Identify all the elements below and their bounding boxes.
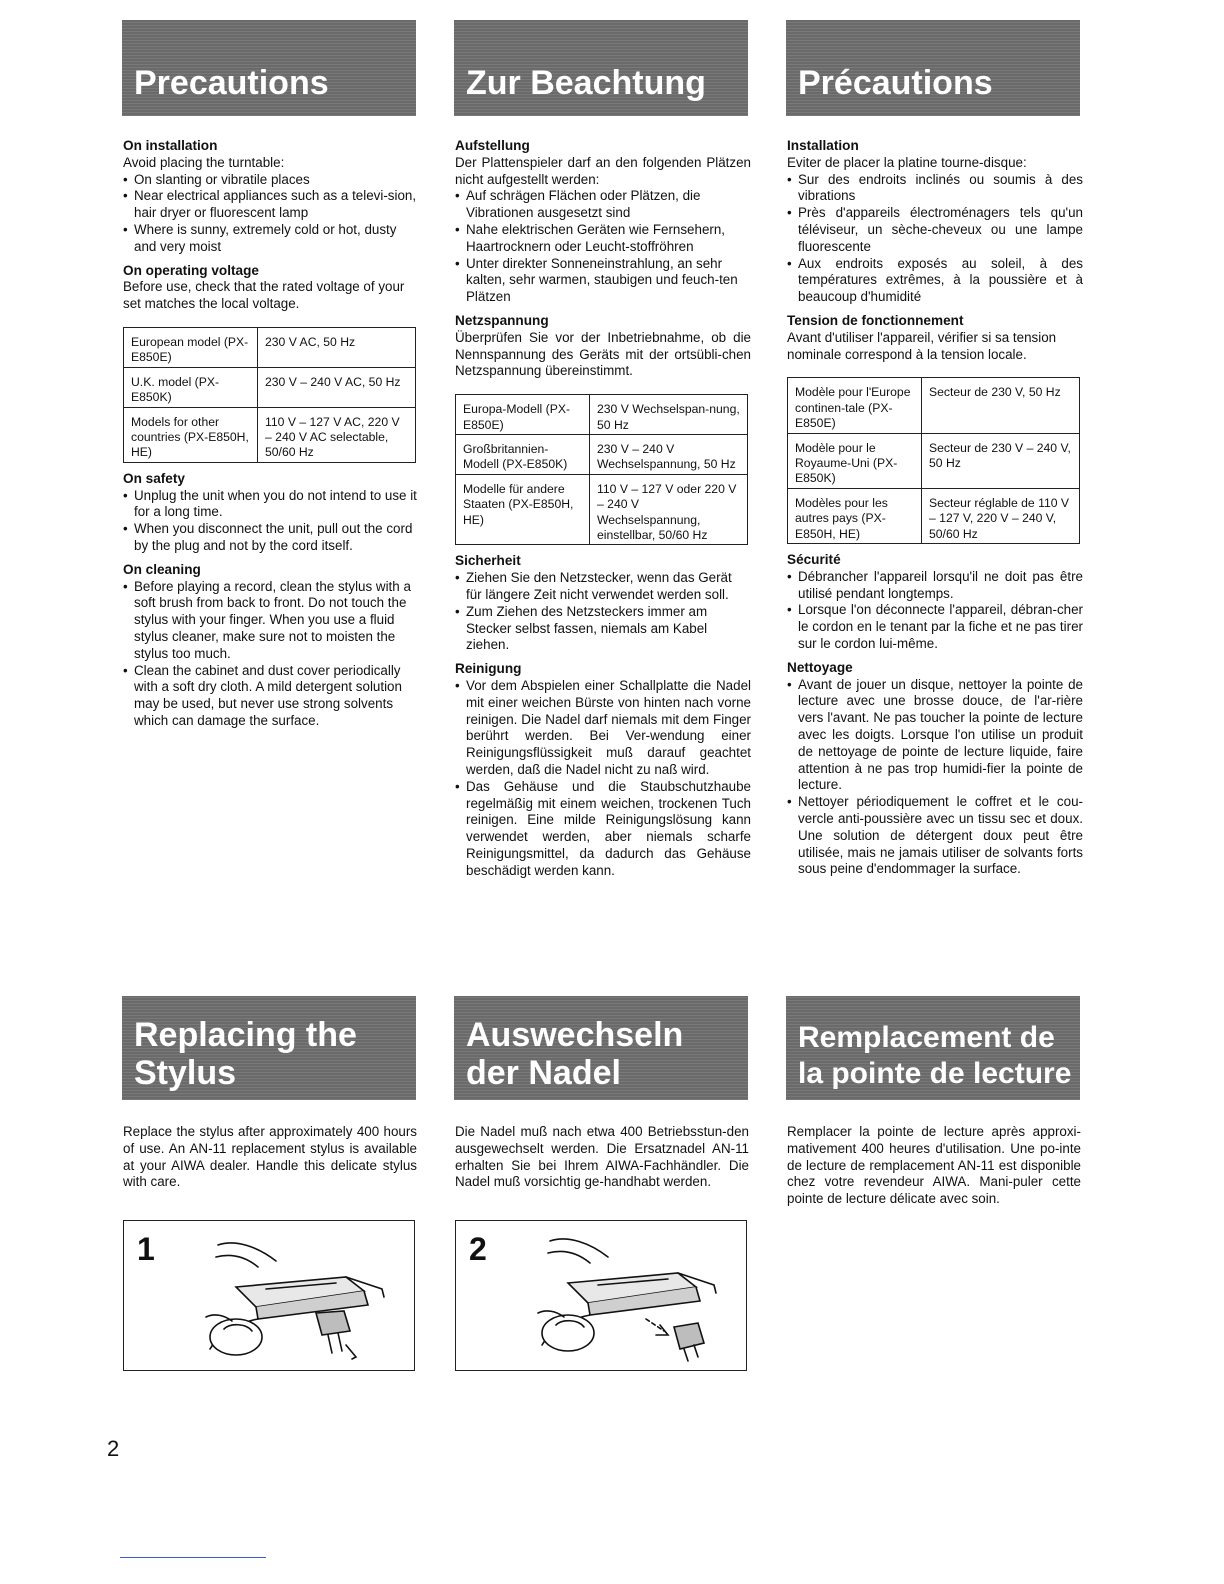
stylus-removal-illustration	[196, 1227, 406, 1365]
bullet-list	[123, 172, 419, 256]
column-french	[787, 138, 1083, 885]
table-cell: 230 V AC, 50 Hz	[258, 327, 416, 367]
list-item: • Sur des endroits inclinés ou soumis à des vibrations	[787, 172, 1083, 206]
header-remplacement-fr: Remplacement de la pointe de lecture	[786, 996, 1080, 1100]
table-cell: 230 V Wechselspan-nung, 50 Hz	[590, 395, 748, 435]
list-item: • Clean the cabinet and dust cover periodically with a soft dry cloth. A mild detergent solution may be used, but never use strong solvents which can damage the surface.	[123, 663, 419, 730]
section-title: On cleaning	[123, 561, 201, 577]
bullet-list	[787, 677, 1083, 879]
section-installation-fr	[787, 138, 1083, 306]
figure-step-2	[455, 1220, 747, 1371]
section-cleaning-de	[455, 661, 751, 879]
table-row	[456, 395, 748, 435]
section-safety-fr	[787, 552, 1083, 653]
figure-step-1	[123, 1220, 415, 1371]
section-title: On safety	[123, 470, 185, 486]
table-row	[788, 378, 1080, 433]
table-cell: Europa-Modell (PX-E850E)	[456, 395, 590, 435]
section-text: Überprüfen Sie vor der Inbetriebnahme, ob die Nennspannung des Geräts mit der ortsübli-chen Netzspannung übereinstimmt.	[455, 329, 751, 379]
table-cell: 110 V – 127 V AC, 220 V – 240 V AC selectable, 50/60 Hz	[258, 407, 416, 462]
replace-text-de: Die Nadel muß nach etwa 400 Betriebsstun-den ausgewechselt werden. Die Ersatznadel AN-11 erhalten Sie bei Ihrem AIWA-Fachhändler. Die Nadel muß vorsichtig ge-handhabt werden.	[455, 1124, 749, 1190]
list-item: • Lorsque l'on déconnecte l'appareil, débran-cher le cordon en le tenant par la fiche et ne pas tirer sur le cordon lui-même.	[787, 602, 1083, 652]
list-item: • Nettoyer périodiquement le coffret et le cou-vercle anti-poussière avec un tissu sec et doux. Une solution de détergent doux peut être utilisée, mais ne jamais utiliser de solvants forts sous peine d'endommager la surface.	[787, 794, 1083, 878]
column-english	[123, 138, 419, 737]
section-text: Avant d'utiliser l'appareil, vérifier si sa tension nominale correspond à la tension locale.	[787, 329, 1057, 362]
section-voltage-en	[123, 263, 419, 313]
table-cell: Modelle für andere Staaten (PX-E850H, HE)	[456, 474, 590, 545]
section-installation-en	[123, 138, 419, 256]
section-intro: Eviter de placer la platine tourne-disque:	[787, 154, 1027, 170]
list-item: • When you disconnect the unit, pull out the cord by the plug and not by the cord itself.	[123, 521, 419, 555]
table-row	[788, 488, 1080, 543]
header-replacing-stylus-en: Replacing the Stylus	[122, 996, 416, 1100]
section-intro: Avoid placing the turntable:	[123, 154, 285, 170]
list-item: • On slanting or vibratile places	[123, 172, 419, 189]
table-cell: Models for other countries (PX-E850H, HE)	[124, 407, 258, 462]
section-title: Tension de fonctionnement	[787, 312, 964, 328]
table-cell: 230 V – 240 V AC, 50 Hz	[258, 367, 416, 407]
table-cell: 230 V – 240 V Wechselspannung, 50 Hz	[590, 434, 748, 474]
table-row	[124, 327, 416, 367]
header-auswechseln-de: Auswechseln der Nadel	[454, 996, 748, 1100]
table-row	[456, 434, 748, 474]
section-title: Nettoyage	[787, 659, 853, 675]
table-cell: European model (PX-E850E)	[124, 327, 258, 367]
list-item: • Vor dem Abspielen einer Schallplatte die Nadel mit einer weichen Bürste von hinten nach vorne reinigen. Die Nadel darf niemals mit dem Finger berührt werden. Bei Ver-wendung einer Reinigungsflüssigkeit muß darauf geachtet werden, daß die Nadel nicht zu naß wird.	[455, 678, 751, 779]
table-cell: Modèle pour l'Europe continen-tale (PX-E850E)	[788, 378, 922, 433]
table-cell: Modèle pour le Royaume-Uni (PX-E850K)	[788, 433, 922, 488]
list-item: • Where is sunny, extremely cold or hot, dusty and very moist	[123, 222, 419, 256]
section-voltage-fr	[787, 313, 1083, 363]
section-cleaning-fr	[787, 660, 1083, 878]
table-cell: Secteur de 230 V, 50 Hz	[922, 378, 1080, 433]
header-precautions-fr: Précautions	[786, 20, 1080, 116]
section-safety-de	[455, 553, 751, 654]
table-cell: Modèles pour les autres pays (PX-E850H, HE)	[788, 488, 922, 543]
list-item: • Débrancher l'appareil lorsqu'il ne doit pas être utilisé pendant longtemps.	[787, 569, 1083, 603]
section-title: On installation	[123, 138, 218, 153]
section-safety-en	[123, 471, 419, 555]
section-title: Reinigung	[455, 661, 522, 677]
section-voltage-de	[455, 313, 751, 380]
bullet-list	[123, 579, 419, 730]
bullet-list	[787, 569, 1083, 653]
header-zur-beachtung-de: Zur Beachtung	[454, 20, 748, 116]
column-german	[455, 138, 751, 887]
replace-text-fr: Remplacer la pointe de lecture après approxi-mativement 400 heures d'utilisation. Une po-inte de lecture de remplacement AN-11 est disponible chez votre revendeur AIWA. Mani-puler cette pointe de lecture délicate avec soin.	[787, 1124, 1081, 1207]
section-installation-de	[455, 138, 751, 306]
bullet-list	[455, 188, 751, 306]
table-row	[456, 474, 748, 545]
table-cell: Secteur réglable de 110 V – 127 V, 220 V – 240 V, 50/60 Hz	[922, 488, 1080, 543]
table-cell: Secteur de 230 V – 240 V, 50 Hz	[922, 433, 1080, 488]
header-precautions-en: Precautions	[122, 20, 416, 116]
table-cell: Großbritannien-Modell (PX-E850K)	[456, 434, 590, 474]
list-item: • Ziehen Sie den Netzstecker, wenn das Gerät für längere Zeit nicht verwendet werden soll.	[455, 570, 751, 604]
list-item: • Avant de jouer un disque, nettoyer la pointe de lecture avec une brosse douce, de l'ar-rière vers l'avant. Ne pas toucher la pointe de lecture avec les doigts. Lorsque l'on utilise un produit de nettoyage de pointe de lecture liquide, faire attention à ne pas trop humidi-fier la pointe de lecture.	[787, 677, 1083, 795]
list-item: • Unplug the unit when you do not intend to use it for a long time.	[123, 488, 419, 522]
table-row	[124, 367, 416, 407]
table-row	[124, 407, 416, 462]
list-item: • Près d'appareils électroménagers tels qu'un téléviseur, un sèche-cheveux ou une lampe fluorescente	[787, 205, 1083, 255]
list-item: • Near electrical appliances such as a televi-sion, hair dryer or fluorescent lamp	[123, 188, 419, 222]
section-intro: Der Plattenspieler darf an den folgenden Plätzen nicht aufgestellt werden:	[455, 154, 751, 187]
voltage-table-en	[123, 327, 416, 463]
section-title: Netzspannung	[455, 312, 549, 328]
bullet-list	[123, 488, 419, 555]
section-title: Installation	[787, 138, 859, 153]
stylus-insertion-illustration	[528, 1227, 738, 1365]
voltage-table-fr	[787, 377, 1080, 544]
bullet-list	[455, 678, 751, 880]
list-item: • Unter direkter Sonneneinstrahlung, an sehr kalten, sehr warmen, staubigen und feuch-ten Plätzen	[455, 256, 751, 306]
page-number: 2	[107, 1436, 120, 1461]
list-item: • Das Gehäuse und die Staubschutzhaube regelmäßig mit einem weichen, trockenen Tuch reinigen. Eine milde Reinigungslösung kann verwendet werden, aber niemals scharfe Reinigungsmittel, da dadurch das Gehäuse beschädigt werden kann.	[455, 779, 751, 880]
section-title: Sicherheit	[455, 553, 521, 569]
table-cell: U.K. model (PX-E850K)	[124, 367, 258, 407]
section-title: Sécurité	[787, 552, 841, 568]
list-item: • Zum Ziehen des Netzsteckers immer am Stecker selbst fassen, niemals am Kabel ziehen.	[455, 604, 751, 654]
section-cleaning-en	[123, 562, 419, 730]
section-title: On operating voltage	[123, 262, 259, 278]
list-item: • Nahe elektrischen Geräten wie Fernsehern, Haartrocknern oder Leucht-stoffröhren	[455, 222, 751, 256]
figure-number: 1	[137, 1231, 155, 1267]
section-title: Aufstellung	[455, 138, 530, 153]
list-item: • Aux endroits exposés au soleil, à des températures extrêmes, à la poussière et à beaucoup d'humidité	[787, 256, 1083, 306]
bullet-list	[787, 172, 1083, 306]
list-item: • Before playing a record, clean the stylus with a soft brush from back to front. Do not touch the stylus with your finger. When you use a fluid stylus cleaner, make sure not to moisten the stylus too much.	[123, 579, 419, 663]
footer-divider	[120, 1557, 266, 1558]
table-row	[788, 433, 1080, 488]
voltage-table-de	[455, 394, 748, 545]
figure-number: 2	[469, 1231, 487, 1267]
section-text: Before use, check that the rated voltage of your set matches the local voltage.	[123, 279, 405, 312]
table-cell: 110 V – 127 V oder 220 V – 240 V Wechselspannung, einstellbar, 50/60 Hz	[590, 474, 748, 545]
bullet-list	[455, 570, 751, 654]
list-item: • Auf schrägen Flächen oder Plätzen, die Vibrationen ausgesetzt sind	[455, 188, 751, 222]
replace-text-en: Replace the stylus after approximately 400 hours of use. An AN-11 replacement stylus is available at your AIWA dealer. Handle this delicate stylus with care.	[123, 1124, 417, 1190]
